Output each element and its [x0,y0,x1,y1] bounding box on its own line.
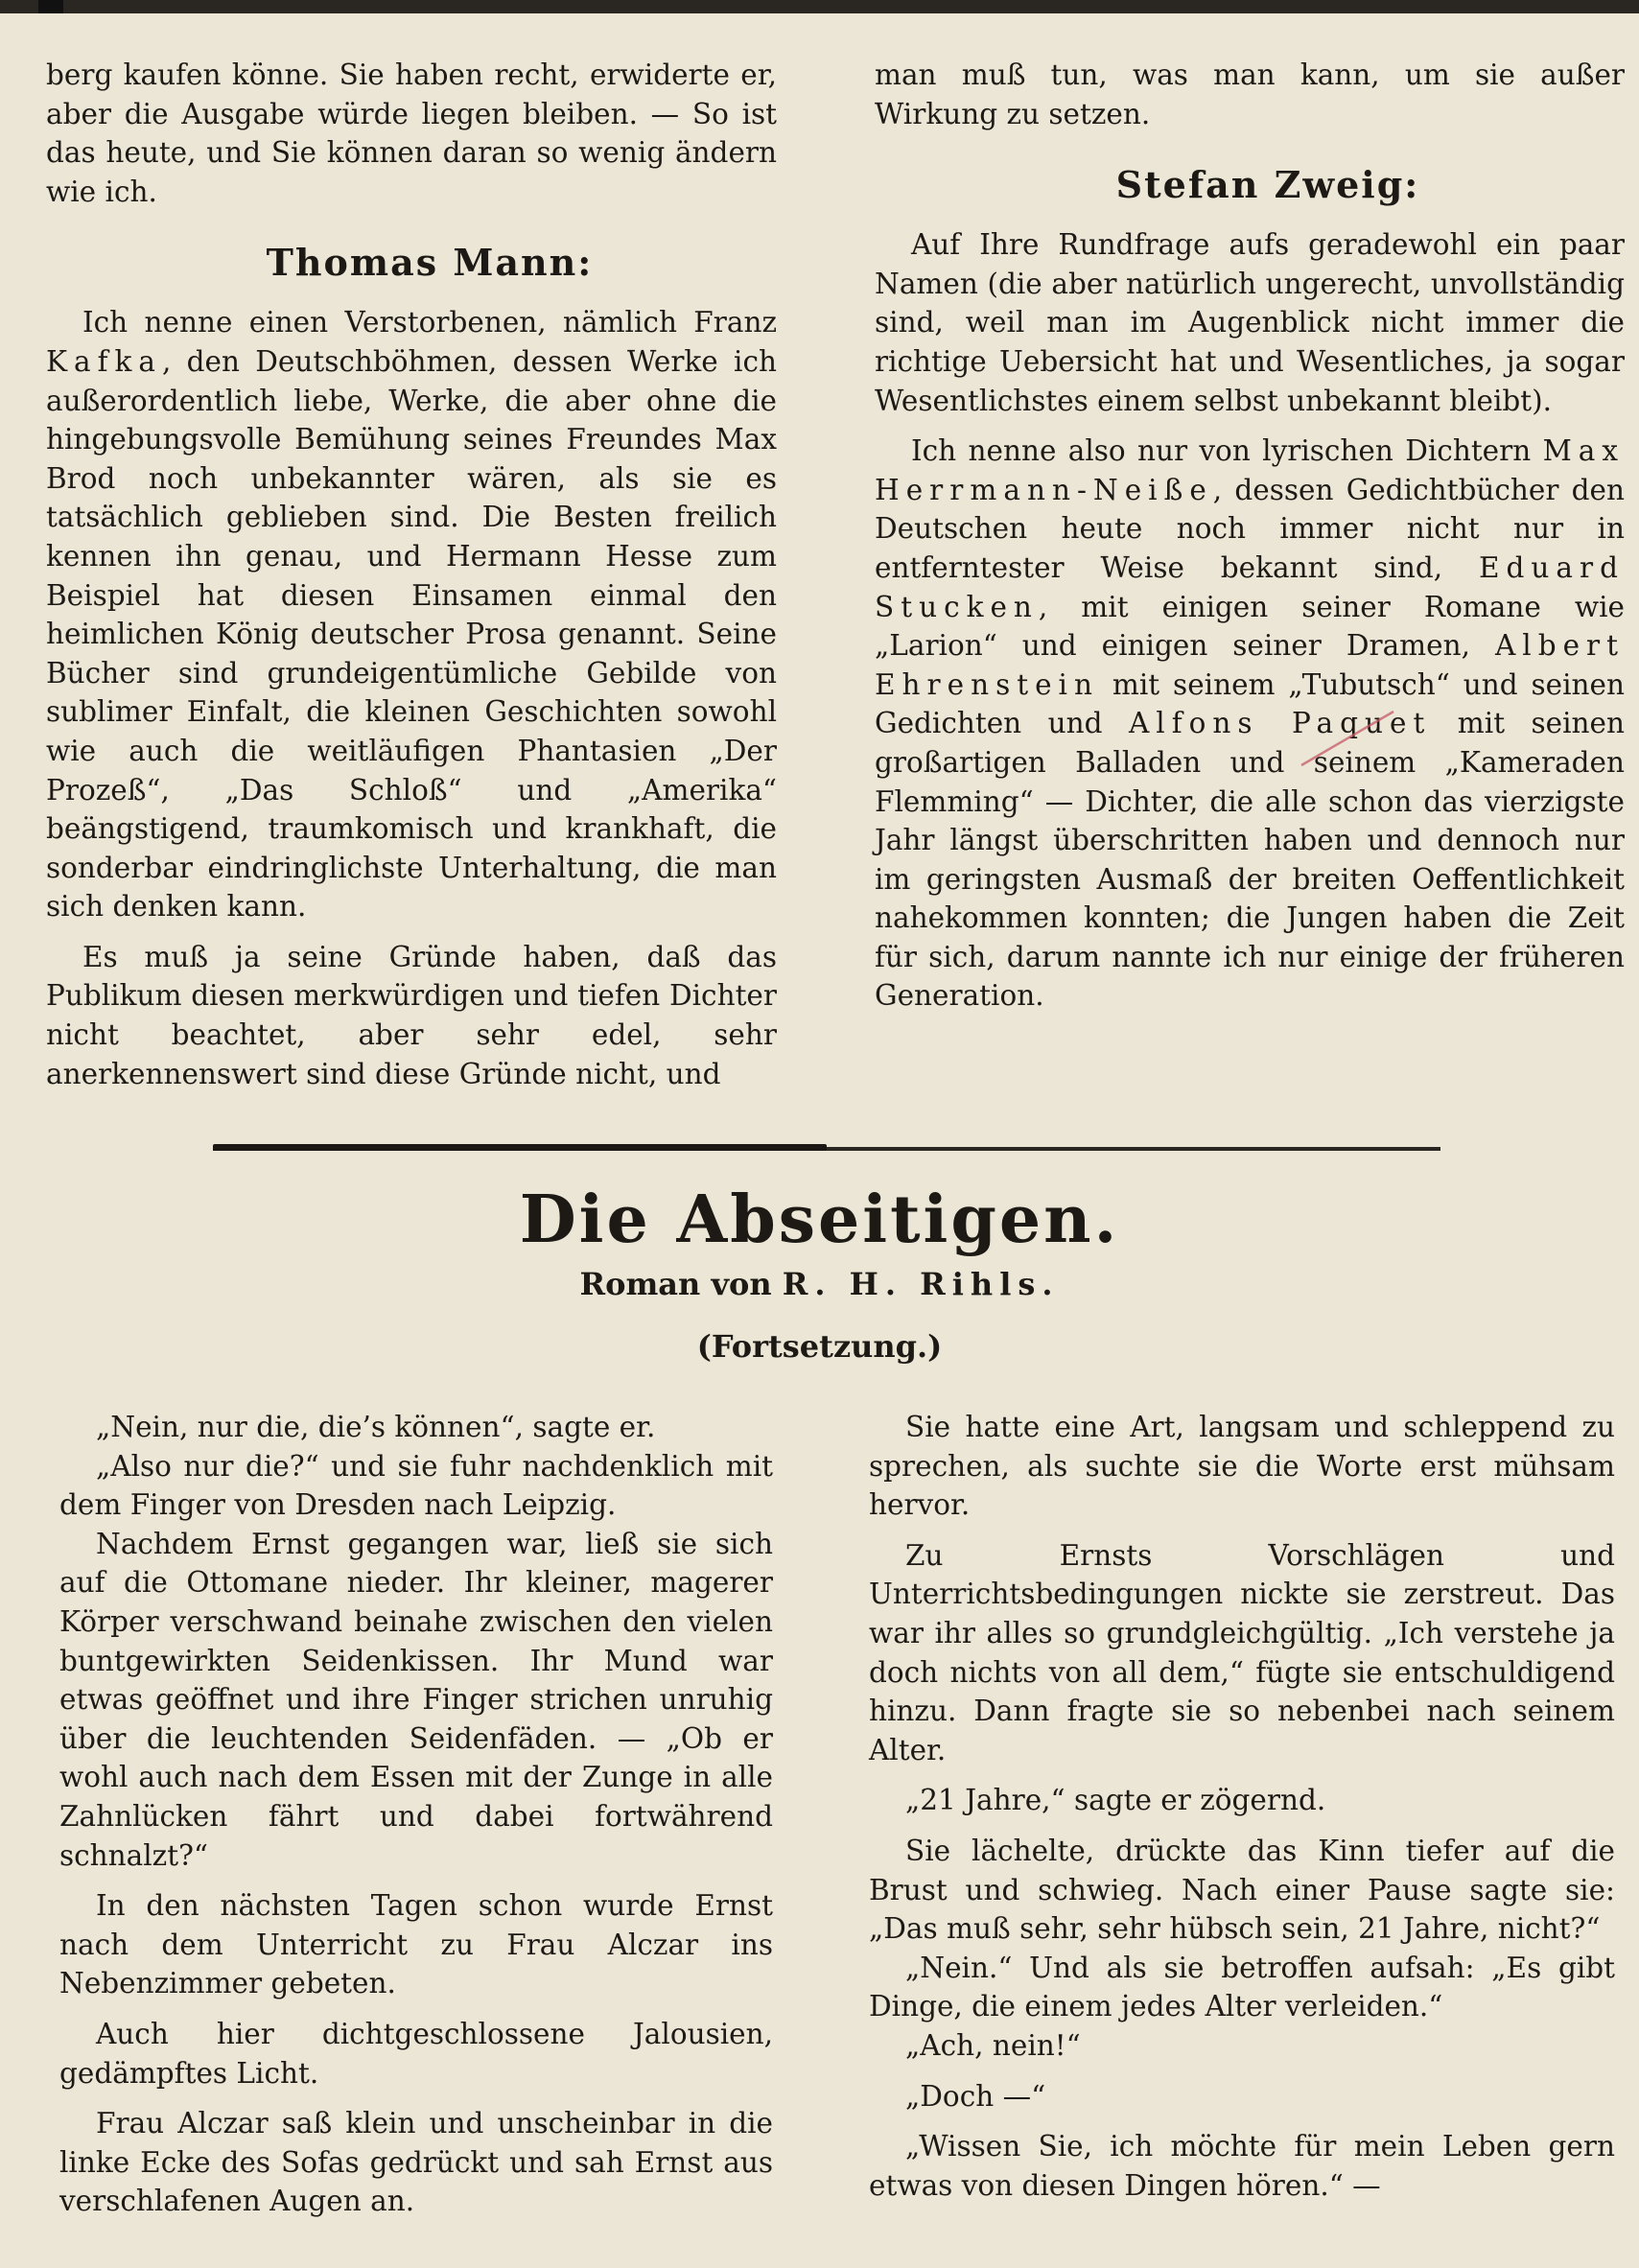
serial-right-paragraph-7: „Doch —“ [905,2079,1046,2113]
top-rule [0,0,1639,13]
zweig-p2-text-a: Ich nenne also nur von lyrischen Dichtern [911,434,1532,468]
top-left-column [46,56,777,1093]
serial-right-column [869,1408,1615,2205]
serial-right-paragraph-5: „Nein.“ Und als sie betroffen aufsah: „Es gibt Dinge, die einem jedes Alter verleiden.“ [869,1951,1615,2023]
top-right-column [875,56,1625,1016]
pencil-mark [1299,710,1395,767]
serial-left-column [59,1408,773,2221]
serial-title: Die Abseitigen. [519,1181,1120,1258]
name-herrmann-neisse: Max Herrmann-Neiße [875,434,1625,506]
serial-left-paragraph-3: Nachdem Ernst gegangen war, ließ sie sich auf die Ottomane nieder. Ihr kleiner, magerer Körper verschwand beinahe zwischen den vielen buntgewirkten Seidenkissen. Ihr Mund war etwas geöffnet und ihre Finger strichen unruhig über die leuchtenden Seidenfäden. — „Ob er wohl auch nach dem Essen mit der Zunge in alle Zahnlücken fährt und dabei fortwährend schnalzt?“ [59,1527,773,1872]
zweig-p2-text-c: , mit einigen seiner Romane wie „Larion“ und einigen seiner Dramen, [875,590,1625,663]
name-paquet: Alfons Paquet [1128,707,1432,740]
subtitle-text: Roman von [579,1266,772,1302]
mann-ending: man muß tun, was man kann, um sie außer Wirkung zu setzen. [875,58,1625,130]
serial-right-paragraph-4: Sie lächelte, drückte das Kinn tiefer auf die Brust und schwieg. Nach einer Pause sagte sie: „Das muß sehr, sehr hübsch sein, 21 Jahre, nicht?“ [869,1834,1615,1946]
heading-thomas-mann: Thomas Mann: [266,241,594,285]
serial-left-paragraph-5: Auch hier dichtgeschlossene Jalousien, gedämpftes Licht. [59,2017,773,2090]
serial-left-paragraph-1: „Nein, nur die, die’s können“, sagte er. [96,1411,656,1443]
name-ehrenstein: Albert Ehrenstein [875,629,1625,701]
section-divider [213,1147,1440,1151]
continuation-note: (Fortsetzung.) [696,1328,943,1365]
mann-paragraph-1 [46,303,777,926]
zweig-p2-text-e: mit seinen großartigen Balladen und seinem „Kameraden Flemming“ — Dichter, die alle schon das vierzigste Jahr längst überschritten haben und dennoch nur im geringsten Ausmaß der breiten Oeffentlichkeit nahekommen konnten; die Jungen haben die Zeit für sich, darum nannte ich nur einige der früheren Generation. [875,707,1625,1013]
serial-right-paragraph-1: Sie hatte eine Art, langsam und schleppend zu sprechen, als suchte sie die Worte erst mühsam hervor. [869,1411,1615,1522]
zweig-paragraph-1: Auf Ihre Rundfrage aufs geradewohl ein paar Namen (die aber natürlich ungerecht, unvollständig sind, weil man im Augenblick nicht immer die richtige Uebersicht hat und Wesentliches, ja sogar Wesentlichstes einem selbst unbekannt bleibt). [875,228,1625,417]
mann-p1-text-b: , den Deutschböhmen, dessen Werke ich außerordentlich liebe, Werke, die aber ohne die hingebungsvolle Bemühung seines Freundes Max Brod noch unbekannter wären, als sie es tatsächlich geblieben sind. Die Besten freilich kennen ihn genau, und Hermann Hesse zum Beispiel hat diesen Einsamen einmal den heimlichen König deutscher Prosa genannt. Seine Bücher sind grundeigentümliche Gebilde von sublimer Einfalt, die kleinen Geschichten sowohl wie auch die weitläufigen Phantasien „Der Prozeß“, „Das Schloß“ und „Amerika“ beängstigend, traumkomisch und krankhaft, die sonderbar eindringlichste Unterhaltung, die man sich denken kann. [46,344,777,924]
zweig-p2-text-d: mit seinem „Tubutsch“ und seinen Gedichten und [875,667,1625,740]
zweig-paragraph-2 [875,432,1625,1016]
serial-right-paragraph-2: Zu Ernsts Vorschlägen und Unterrichtsbedingungen nickte sie zerstreut. Das war ihr alles so grundgleichgültig. „Ich verstehe ja doch nichts von all dem,“ fügte sie entschuldigend hinzu. Dann fragte sie so nebenbei nach seinem Alter. [869,1538,1615,1766]
serial-right-paragraph-6: „Ach, nein!“ [905,2028,1081,2062]
serial-left-paragraph-4: In den nächsten Tagen schon wurde Ernst nach dem Unterricht zu Frau Alczar ins Nebenzimmer gebeten. [59,1889,773,2000]
serial-subtitle [0,1266,1639,1302]
serial-right-paragraph-3: „21 Jahre,“ sagte er zögernd. [905,1784,1326,1817]
name-stucken: Eduard Stucken [875,550,1625,623]
mann-p1-text-a: Ich nenne einen Verstorbenen, nämlich Franz [82,306,777,339]
heading-stefan-zweig: Stefan Zweig: [1115,163,1420,207]
serial-left-paragraph-2: „Also nur die?“ und sie fuhr nachdenklich mit dem Finger von Dresden nach Leipzig. [59,1449,773,1522]
name-kafka: Kafka [46,344,163,378]
intro-paragraph: berg kaufen könne. Sie haben recht, erwiderte er, aber die Ausgabe würde liegen bleiben. — So ist das heute, und Sie können daran so wenig ändern wie ich. [46,58,777,208]
serial-left-paragraph-6: Frau Alczar saß klein und unscheinbar in die linke Ecke des Sofas gedrückt und sah Ernst aus verschlafenen Augen an. [59,2107,773,2218]
serial-author: R. H. Rihls. [782,1266,1060,1302]
zweig-p2-text-b: , dessen Gedichtbücher den Deutschen heute noch immer nicht nur in entferntester Weise bekannt sind, [875,473,1625,584]
serial-right-paragraph-8: „Wissen Sie, ich möchte für mein Leben gern etwas von diesen Dingen hören.“ — [869,2130,1615,2202]
mann-paragraph-2: Es muß ja seine Gründe haben, daß das Publikum diesen merkwürdigen und tiefen Dichter nicht beachtet, aber sehr edel, sehr anerkennenswert sind diese Gründe nicht, und [46,940,777,1090]
